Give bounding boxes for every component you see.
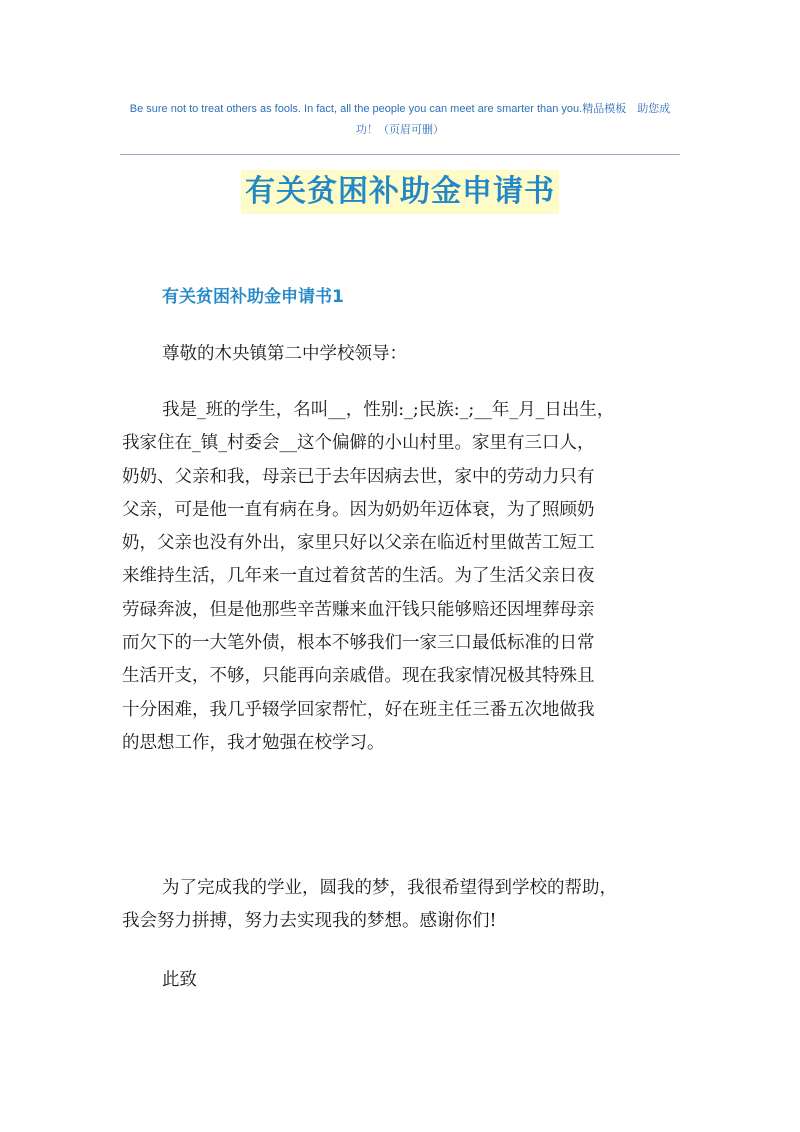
header-divider — [120, 154, 680, 155]
closing-text: 此致 — [162, 970, 197, 990]
paragraph-line: 劳碌奔波，但是他那些辛苦赚来血汗钱只能够赔还因埋葬母亲 — [122, 599, 595, 620]
section-heading: 有关贫困补助金申请书1 — [162, 287, 344, 307]
paragraph-line: 来维持生活，几年来一直过着贫苦的生活。为了生活父亲日夜 — [122, 566, 595, 587]
document-title: 有关贫困补助金申请书 — [241, 170, 559, 214]
paragraph-line: 的思想工作，我才勉强在校学习。 — [122, 732, 385, 753]
body-paragraph-2 — [122, 872, 682, 939]
paragraph-line: 而欠下的一大笔外债，根本不够我们一家三口最低标准的日常 — [122, 633, 595, 654]
header-line: Be sure not to treat others as fools. In fact, all the people you can meet are smarter than you.精品模板 助您成 — [129, 103, 671, 115]
paragraph-line: 生活开支，不够，只能再向亲戚借。现在我家情况极其特殊且 — [122, 666, 595, 687]
page-header — [120, 99, 680, 141]
salutation-text: 尊敬的木央镇第二中学校领导： — [162, 344, 407, 364]
paragraph-line: 奶奶、父亲和我，母亲已于去年因病去世，家中的劳动力只有 — [122, 466, 595, 487]
body-paragraph-1 — [122, 394, 682, 760]
paragraph-line: 父亲，可是他一直有病在身。因为奶奶年迈体衰，为了照顾奶 — [122, 499, 595, 520]
paragraph-line: 我家住在_镇_村委会__这个偏僻的小山村里。家里有三口人， — [122, 433, 595, 454]
paragraph-line: 奶，父亲也没有外出，家里只好以父亲在临近村里做苦工短工 — [122, 533, 595, 554]
paragraph-line: 十分困难，我几乎辍学回家帮忙，好在班主任三番五次地做我 — [122, 699, 595, 720]
closing — [122, 964, 682, 997]
header-line: 功！（页眉可删） — [356, 124, 444, 136]
salutation — [122, 338, 682, 371]
paragraph-line: 为了完成我的学业，圆我的梦，我很希望得到学校的帮助， — [162, 878, 617, 898]
paragraph-line: 我会努力拼搏，努力去实现我的梦想。感谢你们! — [122, 911, 497, 932]
paragraph-line: 我是_班的学生，名叫__，性别:_;民族:_;__年_月_日出生， — [162, 400, 615, 420]
title-container — [0, 170, 800, 214]
